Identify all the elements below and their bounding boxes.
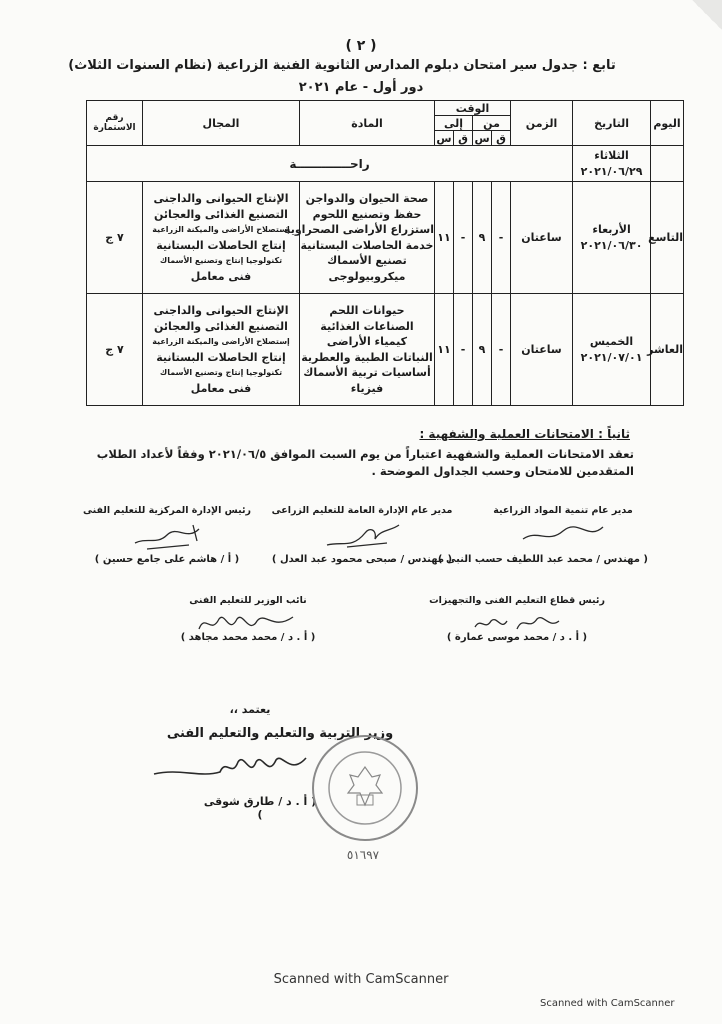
- table-row: [87, 182, 684, 294]
- row-fields: [143, 294, 300, 406]
- rest-row: [87, 146, 684, 182]
- handwritten-signature-icon: [317, 519, 407, 553]
- header-from-q: ق: [492, 131, 511, 146]
- subject-line: خدمة الحاصلات البستانية: [300, 238, 434, 252]
- subject-line: فيزياء: [350, 381, 384, 395]
- signature-block: [168, 595, 328, 643]
- subject-line: استزراع الأراضى الصحراوية: [284, 223, 434, 236]
- row-date: [573, 182, 651, 294]
- official-seal-icon: [310, 733, 420, 843]
- field-line: الإنتاج الحيوانى والداجنى: [153, 304, 289, 317]
- handwritten-signature-icon: [193, 609, 303, 639]
- header-field: المجال: [143, 101, 300, 146]
- scanner-watermark: Scanned with CamScanner: [273, 972, 449, 987]
- header-to-s: س: [436, 131, 452, 145]
- document-subtitle: دور أول - عام ٢٠٢١: [298, 80, 424, 95]
- signature-name: ( أ . د / محمد موسى عمارة ): [446, 632, 588, 643]
- subject-line: تصنيع الأسماك: [327, 254, 407, 267]
- subject-line: النباتات الطبية والعطرية: [301, 350, 433, 364]
- exam-schedule-table: [86, 100, 684, 406]
- minister-title: وزير التربية والتعليم والتعليم الفنى: [166, 726, 394, 741]
- row-from-s: ٩: [473, 294, 492, 406]
- row-duration: ساعتان: [511, 182, 573, 294]
- row-from-q: -: [492, 182, 511, 294]
- header-to-q: ق: [454, 131, 473, 146]
- field-line: التصنيع الغذائى والعجائن: [154, 319, 288, 333]
- header-duration: الزمن: [511, 101, 573, 146]
- field-line: تكنولوجيا إنتاج وتصنيع الأسماك: [159, 368, 283, 377]
- rest-date-value: ٢٠٢١/٠٦/٢٩: [580, 164, 643, 178]
- row-subjects: [300, 294, 435, 406]
- signature-title: نائب الوزير للتعليم الفنى: [189, 595, 307, 606]
- approval-label: يعتمد ،،: [229, 703, 271, 716]
- subject-line: الصناعات الغذائية: [320, 319, 414, 333]
- document-title: تابع : جدول سير امتحان دبلوم المدارس الثانوية الفنية الزراعية (نظام السنوات الثلاث): [68, 58, 616, 73]
- scanner-watermark-small: Scanned with CamScanner: [540, 998, 675, 1009]
- field-line: تكنولوجيا إنتاج وتصنيع الأسماك: [159, 256, 283, 265]
- row-subjects: [284, 182, 435, 294]
- header-time: الوقت: [435, 101, 511, 116]
- row-from-q: -: [492, 294, 511, 406]
- field-line: الإنتاج الحيوانى والداجنى: [153, 192, 289, 205]
- minister-signature-icon: [150, 748, 310, 788]
- row-day: التاسع: [651, 182, 684, 294]
- handwritten-signature-icon: [127, 519, 207, 553]
- field-line: التصنيع الغذائى والعجائن: [154, 207, 288, 221]
- header-to: إلى: [435, 116, 473, 131]
- header-form-number: رقم الاستمارة: [87, 101, 143, 146]
- signature-name: ( مهندس / محمد عبد اللطيف حسب النبى ): [437, 554, 648, 565]
- header-row-1: [87, 101, 684, 116]
- row-date-value: ٢٠٢١/٠٧/٠١: [580, 350, 643, 364]
- row-day: العاشر: [651, 294, 684, 406]
- subject-line: صحة الحيوان والدواجن: [305, 192, 429, 205]
- subject-line: ميكروبيولوجى: [328, 269, 406, 283]
- field-line: فنى معامل: [190, 381, 252, 395]
- rest-date-day: الثلاثاء: [594, 148, 629, 162]
- row-form-number: ٧ ج: [87, 182, 143, 294]
- header-day: اليوم: [651, 101, 684, 146]
- row-date: [573, 294, 651, 406]
- row-to-q: -: [454, 182, 473, 294]
- row-date-value: ٢٠٢١/٠٦/٣٠: [580, 238, 643, 252]
- signature-name: ( مهندس / صبحى محمود عبد العدل ): [271, 554, 453, 565]
- header-subject: المادة: [300, 101, 435, 146]
- rest-day: [651, 146, 684, 182]
- subject-line: حيوانات اللحم: [329, 304, 405, 317]
- field-line: إنتاج الحاصلات البستانية: [156, 238, 286, 252]
- subject-line: أساسيات تربية الأسماك: [303, 366, 431, 379]
- header-date: التاريخ: [573, 101, 651, 146]
- rest-date: [573, 146, 651, 182]
- handwritten-signature-icon: [467, 609, 567, 637]
- page-number: ( ٢ ): [345, 38, 377, 54]
- field-line: فنى معامل: [190, 269, 252, 283]
- header-from-s: س: [474, 131, 490, 145]
- signature-name: ( أ / هاشم على جامع حسين ): [94, 554, 240, 565]
- row-date-day: الخميس: [589, 334, 634, 348]
- signature-title: مدير عام الإدارة العامة للتعليم الزراعى: [271, 505, 453, 516]
- subject-line: كيمياء الأراضى: [326, 335, 408, 348]
- signature-block: [437, 505, 648, 565]
- minister-name: ( أ . د / طارق شوقى ): [203, 795, 317, 821]
- signature-title: رئيس الإدارة المركزية للتعليم الفنى: [82, 505, 252, 516]
- row-from-s: ٩: [473, 182, 492, 294]
- row-to-q: -: [454, 294, 473, 406]
- practical-heading: ثانياً : الامتحانات العملية والشفهية :: [419, 427, 630, 441]
- handwritten-signature-icon: [518, 519, 608, 549]
- row-to-s: ١١: [435, 294, 454, 406]
- rest-text: راحـــــــــــــة: [87, 146, 573, 182]
- signature-title: رئيس قطاع التعليم الفنى والتجهيزات: [429, 595, 605, 606]
- row-to-s: ١١: [435, 182, 454, 294]
- signature-block: [422, 595, 612, 643]
- table-row: [87, 294, 684, 406]
- row-duration: ساعتان: [511, 294, 573, 406]
- subject-line: حفظ وتصنيع اللحوم: [312, 207, 422, 221]
- signature-block: [82, 505, 252, 565]
- signature-block: [262, 505, 462, 565]
- signature-title: مدير عام تنمية المواد الزراعية: [493, 505, 633, 516]
- row-form-number: ٧ ج: [87, 294, 143, 406]
- practical-text: تعقد الامتحانات العملية والشفهية اعتباراً من يوم السبت الموافق ٢٠٢١/٠٦/٥ وفقاً لأعداد الطلاب المتقدمين للامتحان وحسب الجداول الموضحة .: [96, 447, 634, 478]
- field-line: إنتاج الحاصلات البستانية: [156, 350, 286, 364]
- field-line: إستصلاح الأراضى والميكنة الزراعية: [152, 337, 290, 346]
- header-from: من: [473, 116, 511, 131]
- row-date-day: الأربعاء: [592, 222, 631, 236]
- row-fields: [143, 182, 300, 294]
- page-corner: [692, 0, 722, 30]
- field-line: إستصلاح الأراضى والميكنة الزراعية: [152, 225, 290, 234]
- signature-name: ( أ . د / محمد محمد مجاهد ): [180, 632, 316, 643]
- stamp-number: ٥١٦٩٧: [346, 848, 380, 862]
